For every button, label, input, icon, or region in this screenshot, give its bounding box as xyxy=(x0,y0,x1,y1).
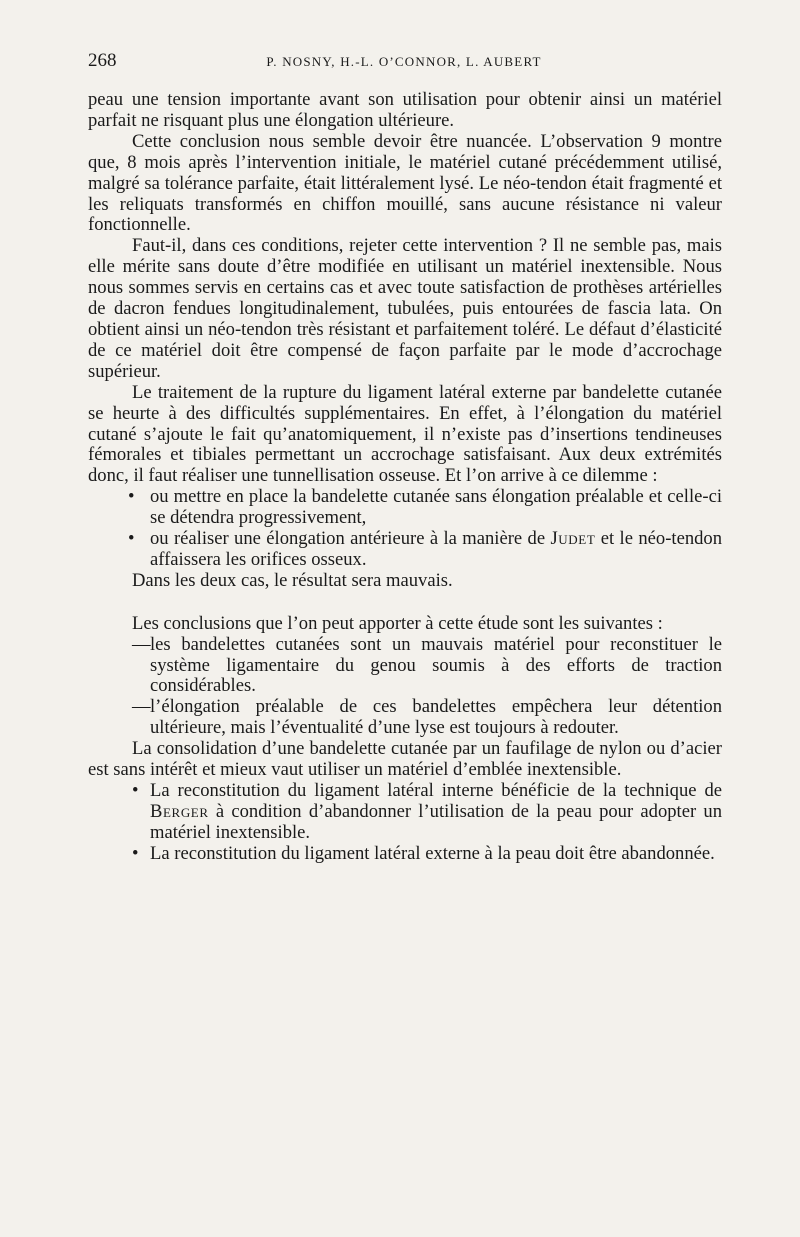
bullet-mark: • xyxy=(132,780,139,801)
dash-item-2 xyxy=(88,697,722,739)
author-name-judet: Judet xyxy=(550,528,596,550)
running-head: P. NOSNY, H.-L. O’CONNOR, L. AUBERT xyxy=(266,54,542,69)
bullet-text-2b: et le néo-tendon affaissera les orifices osseux. xyxy=(150,528,723,570)
dash-mark: — xyxy=(132,696,151,718)
bullet-text-4: La reconstitution du ligament latéral externe à la peau doit être abandonnée. xyxy=(150,842,715,864)
page-number: 268 xyxy=(88,50,117,71)
paragraph-5: Dans les deux cas, le résultat sera mauvais. xyxy=(132,569,453,591)
bullet-text-1: ou mettre en place la bandelette cutanée sans élongation préalable et celle-ci se détendra progressivement, xyxy=(150,486,722,529)
bullet-text-3a: La reconstitution du ligament latéral interne bénéficie de la technique de xyxy=(150,780,722,801)
dash-text-2: l’élongation préalable de ces bandelettes empêchera leur détention ultérieure, mais l’éventualité d’une lyse est toujours à redouter. xyxy=(150,696,722,739)
bullet-item-1 xyxy=(88,487,722,529)
paragraph-7: La consolidation d’une bandelette cutanée par un faufilage de nylon ou d’acier est sans intérêt et mieux vaut utiliser un matériel d’emblée inextensible. xyxy=(88,738,722,781)
paragraph-1: peau une tension importante avant son utilisation pour obtenir ainsi un matériel parfait ne risquant plus une élongation ultérieure. xyxy=(88,89,722,131)
author-name-berger: Berger xyxy=(150,800,209,822)
bullet-item-2 xyxy=(88,529,722,571)
bullet-item-3 xyxy=(88,781,722,844)
bullet-mark: • xyxy=(128,528,135,550)
bullet-text-2a: ou réaliser une élongation antérieure à la manière de xyxy=(150,528,546,550)
page-header xyxy=(88,50,720,74)
article-body xyxy=(88,90,722,865)
paragraph-3: Faut-il, dans ces conditions, rejeter cette intervention ? Il ne semble pas, mais elle mérite sans doute d’être modifiée en utilisant un matériel inextensible. Nous nous sommes servis en certains cas et avec toute satisfaction de prothèses artérielles de dacron fendues longitudinalement, tubulées, puis entourées de fascia lata. On obtient ainsi un néo-tendon très résistant et parfaitement toléré. Le défaut d’élasticité de ce matériel doit être compensé de façon parfaite par le mode d’accrochage supérieur. xyxy=(88,235,722,382)
dash-item-1 xyxy=(88,635,722,698)
bullet-text-3b: à condition d’abandonner l’utilisation de la peau pour adopter un matériel inextensible. xyxy=(150,800,722,843)
paragraph-2: Cette conclusion nous semble devoir être nuancée. L’observation 9 montre que, 8 mois après l’intervention initiale, le matériel cutané précédemment utilisé, malgré sa tolérance parfaite, était littéralement lysé. Le néo-tendon était fragmenté et les reliquats transformés en chiffon mouillé, sans aucune résistance ni valeur fonctionnelle. xyxy=(88,130,722,236)
dash-mark: — xyxy=(132,633,151,655)
bullet-mark: • xyxy=(128,486,135,508)
bullet-mark: • xyxy=(132,842,139,864)
paragraph-4: Le traitement de la rupture du ligament latéral externe par bandelette cutanée se heurte à des difficultés supplémentaires. En effet, à l’élongation du matériel cutané s’ajoute le fait qu’anatomiquement, il n’existe pas d’insertions tendineuses fémorales et tibiales permettant un accrochage satisfaisant. Aux deux extrémités donc, il faut réaliser une tunnellisation osseuse. Et l’on arrive à ce dilemme : xyxy=(88,381,722,487)
dash-text-1: les bandelettes cutanées sont un mauvais matériel pour reconstituer le système ligamentaire du genou soumis à des efforts de traction considérables. xyxy=(150,633,722,697)
bullet-item-4 xyxy=(88,844,722,865)
paragraph-6: Les conclusions que l’on peut apporter à cette étude sont les suivantes : xyxy=(132,612,663,634)
